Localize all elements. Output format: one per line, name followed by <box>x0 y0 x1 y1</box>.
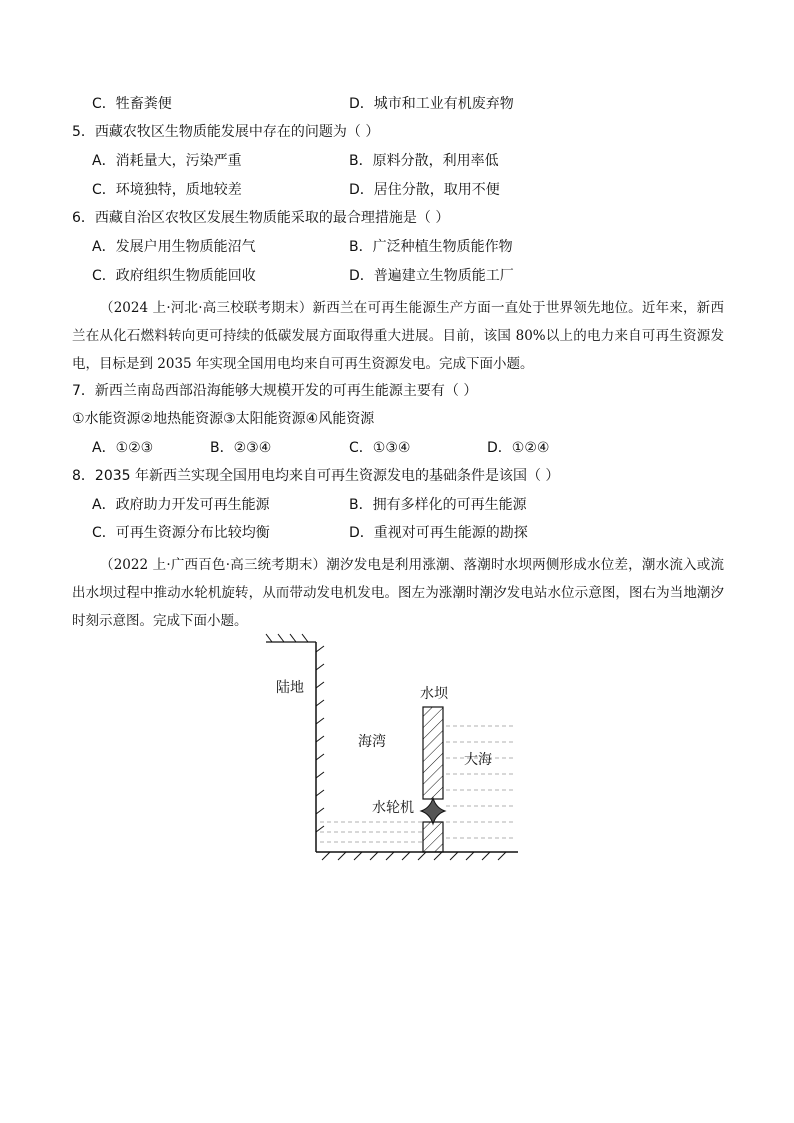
q8-option-d: D．重视对可再生能源的勘探 <box>349 525 528 541</box>
label-dam: 水坝 <box>420 686 448 702</box>
dam-lower <box>423 822 443 852</box>
dam-upper <box>423 707 443 799</box>
passage-tidal-power: （2022 上·广西百色·高三统考期末）潮汐发电是利用涨潮、落潮时水坝两侧形成水位差，潮水流入或流出水坝过程中推动水轮机旋转，从而带动发电机发电。图左为涨潮时潮汐发电站水位示意图，图右为当地潮汐时刻示意图。完成下面小题。 <box>72 557 724 629</box>
q5-option-d: D．居住分散，取用不便 <box>349 182 500 198</box>
q6-option-b: B．广泛种植生物质能作物 <box>349 239 513 255</box>
label-bay: 海湾 <box>358 734 386 750</box>
q6-option-c: C．政府组织生物质能回收 <box>92 268 256 284</box>
label-land: 陆地 <box>276 680 304 696</box>
q7-option-c: C．①③④ <box>349 440 411 456</box>
q5-option-c: C．环境独特，质地较差 <box>92 182 242 198</box>
q8-option-c: C．可再生资源分布比较均衡 <box>92 525 270 541</box>
passage-new-zealand: （2024 上·河北·高三校联考期末）新西兰在可再生能源生产方面一直处于世界领先地位。近年来，新西兰在从化石燃料转向更可持续的低碳发展方面取得重大进展。目前，该国 80%以上的电力来自可再生资源发电，目标是到 2035 年实现全国用电均来自可再生资源发电。完成下面小题。 <box>72 300 724 372</box>
q7-option-a: A．①②③ <box>92 440 154 456</box>
q8-stem: 8．2035 年新西兰实现全国用电均来自可再生资源发电的基础条件是该国（ ） <box>72 468 560 484</box>
q6-option-a: A．发展户用生物质能沼气 <box>92 239 256 255</box>
q6-option-d: D．普遍建立生物质能工厂 <box>349 268 514 284</box>
q6-stem: 6．西藏自治区农牧区发展生物质能采取的最合理措施是（ ） <box>72 210 450 226</box>
q7-option-d: D．①②④ <box>487 440 550 456</box>
q4-option-d: D．城市和工业有机废弃物 <box>349 96 514 112</box>
q5-stem: 5．西藏农牧区生物质能发展中存在的问题为（ ） <box>72 124 380 140</box>
sea-water-lines <box>446 726 516 838</box>
label-sea: 大海 <box>464 752 492 768</box>
q8-option-a: A．政府助力开发可再生能源 <box>92 497 270 513</box>
q7-option-b: B．②③④ <box>210 440 272 456</box>
q5-option-a: A．消耗量大，污染严重 <box>92 153 242 169</box>
q7-items: ①水能资源②地热能资源③太阳能资源④风能资源 <box>72 411 375 427</box>
tidal-dam-diagram <box>0 630 794 890</box>
q5-option-b: B．原料分散，利用率低 <box>349 153 499 169</box>
q4-option-c: C．牲畜粪便 <box>92 96 172 112</box>
q8-option-b: B．拥有多样化的可再生能源 <box>349 497 527 513</box>
bay-water-lines <box>320 822 422 842</box>
q7-stem: 7．新西兰南岛西部沿海能够大规模开发的可再生能源主要有（ ） <box>72 383 478 399</box>
label-turbine: 水轮机 <box>372 800 414 816</box>
turbine-icon <box>421 798 445 824</box>
